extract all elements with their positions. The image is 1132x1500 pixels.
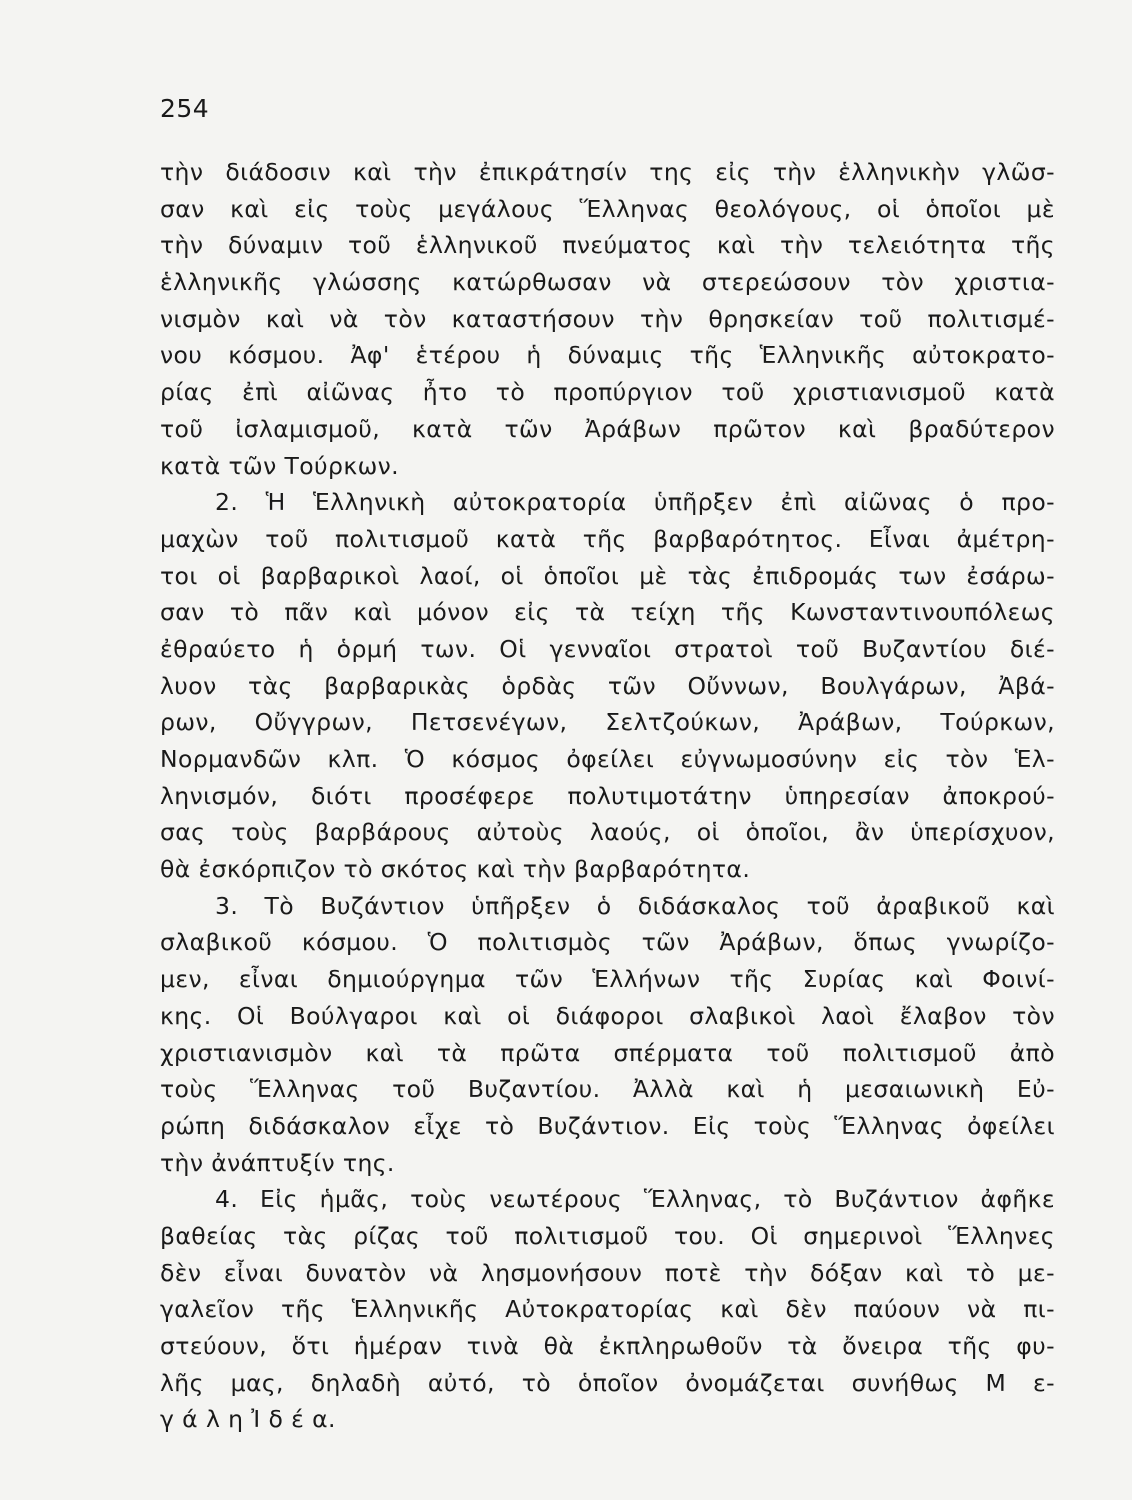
text-line: στεύουν, ὅτι ἡμέραν τινὰ θὰ ἐκπληρωθοῦν τὰ ὄνειρα τῆς φυ- — [160, 1332, 1055, 1360]
text-line: σαν καὶ εἰς τοὺς μεγάλους Ἕλληνας θεολόγους, οἱ ὁποῖοι μὲ — [160, 194, 1055, 223]
text-line: σας τοὺς βαρβάρους αὐτοὺς λαούς, οἱ ὁποῖοι, ἂν ὑπερίσχυον, — [160, 818, 1055, 847]
text-line: σαν τὸ πᾶν καὶ μόνον εἰς τὰ τείχη τῆς Κωνσταντινουπόλεως — [160, 598, 1055, 627]
text-line: Νορμανδῶν κλπ. Ὁ κόσμος ὀφείλει εὐγνωμοσύνην εἰς τὸν Ἑλ- — [160, 745, 1055, 773]
text-line: βαθείας τὰς ρίζας τοῦ πολιτισμοῦ του. Οἱ σημερινοὶ Ἕλληνες — [160, 1221, 1055, 1250]
text-line: λῆς μας, δηλαδὴ αὐτό, τὸ ὁποῖον ὀνομάζεται συνήθως Μ ε- — [160, 1368, 1055, 1397]
text-line: ρίας ἐπὶ αἰῶνας ἦτο τὸ προπύργιον τοῦ χριστιανισμοῦ κατὰ — [160, 378, 1055, 407]
text-line: τὴν δύναμιν τοῦ ἑλληνικοῦ πνεύματος καὶ τὴν τελειότητα τῆς — [160, 231, 1055, 260]
text-line: μαχὼν τοῦ πολιτισμοῦ κατὰ τῆς βαρβαρότητος. Εἶναι ἀμέτρη- — [160, 524, 1055, 553]
text-line: σλαβικοῦ κόσμου. Ὁ πολιτισμὸς τῶν Ἀράβων, ὅπως γνωρίζο- — [160, 928, 1055, 957]
text-line: ρώπη διδάσκαλον εἶχε τὸ Βυζάντιον. Εἰς τοὺς Ἕλληνας ὀφείλει — [160, 1111, 1055, 1140]
page-number: 254 — [160, 94, 210, 123]
text-line: κης. Οἱ Βούλγαροι καὶ οἱ διάφοροι σλαβικοὶ λαοὶ ἔλαβον τὸν — [160, 1001, 1055, 1030]
text-line: ἐθραύετο ἡ ὁρμή των. Οἱ γενναῖοι στρατοὶ τοῦ Βυζαντίου διέ- — [160, 634, 1055, 663]
text-line: κατὰ τῶν Τούρκων. — [160, 451, 400, 480]
paragraph-start-line: 4. Εἰς ἡμᾶς, τοὺς νεωτέρους Ἕλληνας, τὸ Βυζάντιον ἀφῆκε — [215, 1185, 1055, 1214]
text-line: μεν, εἶναι δημιούργημα τῶν Ἑλλήνων τῆς Συρίας καὶ Φοινί- — [160, 965, 1055, 994]
text-line: τοὺς Ἕλληνας τοῦ Βυζαντίου. Ἀλλὰ καὶ ἡ μεσαιωνικὴ Εὐ- — [160, 1075, 1055, 1104]
text-line: γ ά λ η Ἰ δ έ α. — [160, 1405, 336, 1434]
text-line: νου κόσμου. Ἀφ' ἑτέρου ἡ δύναμις τῆς Ἑλληνικῆς αὐτοκρατο- — [160, 341, 1055, 370]
text-line: νισμὸν καὶ νὰ τὸν καταστήσουν τὴν θρησκείαν τοῦ πολιτισμέ- — [160, 304, 1055, 333]
paragraph-start-line: 3. Τὸ Βυζάντιον ὑπῆρξεν ὁ διδάσκαλος τοῦ ἀραβικοῦ καὶ — [215, 891, 1055, 920]
text-line: λυον τὰς βαρβαρικὰς ὁρδὰς τῶν Οὔννων, Βουλγάρων, Ἀβά- — [160, 671, 1055, 700]
text-line: ρων, Οὔγγρων, Πετσενέγων, Σελτζούκων, Ἀράβων, Τούρκων, — [160, 708, 1055, 737]
text-line: ληνισμόν, διότι προσέφερε πολυτιμοτάτην ὑπηρεσίαν ἀποκρού- — [160, 781, 1055, 810]
text-line: ἑλληνικῆς γλώσσης κατώρθωσαν νὰ στερεώσουν τὸν χριστια- — [160, 268, 1055, 297]
text-line: τοι οἱ βαρβαρικοὶ λαοί, οἱ ὁποῖοι μὲ τὰς ἐπιδρομάς των ἐσάρω- — [160, 561, 1055, 590]
text-line: τὴν διάδοσιν καὶ τὴν ἐπικράτησίν της εἰς τὴν ἑλληνικὴν γλῶσ- — [160, 158, 1055, 186]
text-line: θὰ ἐσκόρπιζον τὸ σκότος καὶ τὴν βαρβαρότητα. — [160, 855, 751, 884]
text-line: χριστιανισμὸν καὶ τὰ πρῶτα σπέρματα τοῦ πολιτισμοῦ ἀπὸ — [160, 1038, 1055, 1067]
text-line: τοῦ ἰσλαμισμοῦ, κατὰ τῶν Ἀράβων πρῶτον καὶ βραδύτερον — [160, 414, 1055, 443]
text-line: τὴν ἀνάπτυξίν της. — [160, 1148, 395, 1177]
text-line: δὲν εἶναι δυνατὸν νὰ λησμονήσουν ποτὲ τὴν δόξαν καὶ τὸ με- — [160, 1258, 1055, 1287]
body-text — [160, 154, 1055, 1438]
text-line: γαλεῖον τῆς Ἑλληνικῆς Αὐτοκρατορίας καὶ δὲν παύουν νὰ πι- — [160, 1295, 1055, 1324]
paragraph-start-line: 2. Ἡ Ἑλληνικὴ αὐτοκρατορία ὑπῆρξεν ἐπὶ αἰῶνας ὁ προ- — [215, 488, 1055, 517]
